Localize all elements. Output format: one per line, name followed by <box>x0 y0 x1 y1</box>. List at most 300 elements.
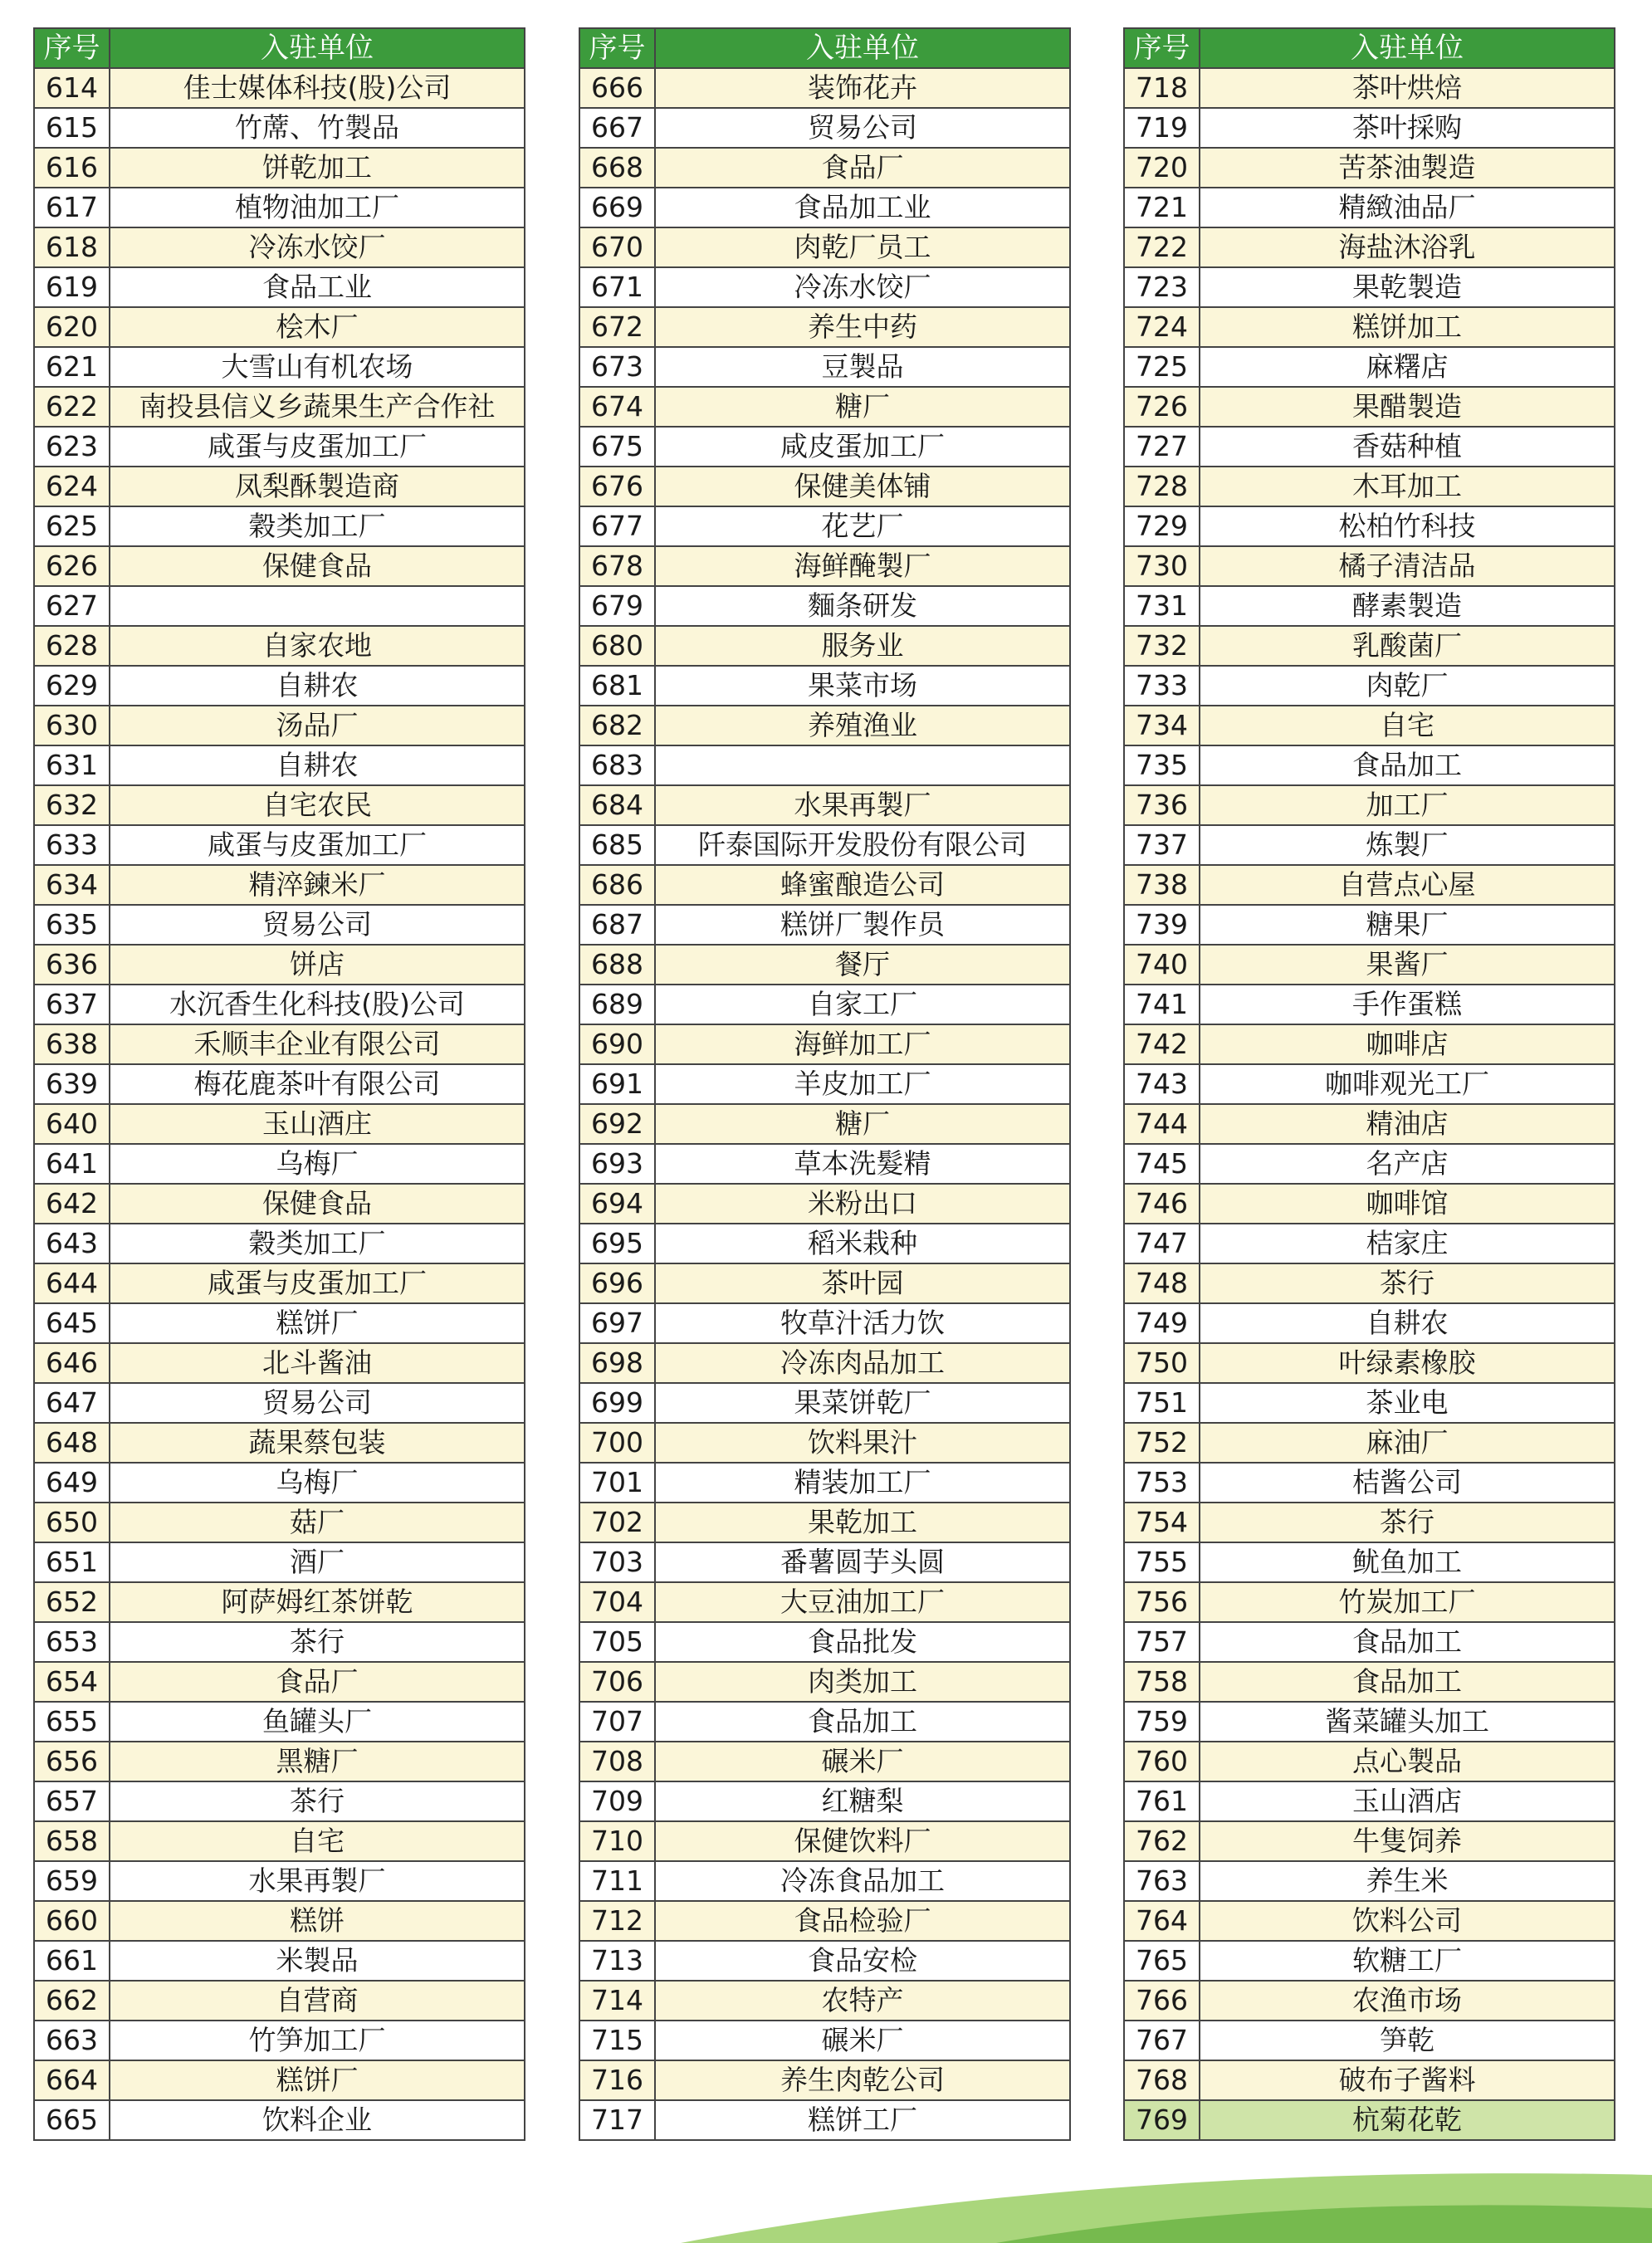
row-unit-name: 碾米厂 <box>655 2021 1070 2060</box>
row-unit-name: 冷冻水饺厂 <box>655 267 1070 307</box>
row-unit-name: 加工厂 <box>1200 785 1615 825</box>
table-row <box>579 1423 1070 1463</box>
row-unit-name: 佳士媒体科技(股)公司 <box>110 68 525 108</box>
row-unit-name: 笋乾 <box>1200 2021 1615 2060</box>
row-index: 647 <box>34 1383 110 1423</box>
row-unit-name: 南投县信义乡蔬果生产合作社 <box>110 387 525 427</box>
table-row <box>1124 1981 1615 2021</box>
unit-table-3 <box>1123 27 1615 2141</box>
table-row <box>34 1821 525 1861</box>
row-index: 739 <box>1124 905 1200 945</box>
table-row <box>1124 1383 1615 1423</box>
row-index: 639 <box>34 1064 110 1104</box>
row-unit-name: 精緻油品厂 <box>1200 188 1615 227</box>
row-index: 707 <box>579 1702 655 1742</box>
row-index: 623 <box>34 427 110 467</box>
row-index: 729 <box>1124 506 1200 546</box>
row-index: 666 <box>579 68 655 108</box>
table-row <box>1124 1781 1615 1821</box>
row-index: 723 <box>1124 267 1200 307</box>
table-row <box>34 1104 525 1144</box>
row-unit-name: 竹蓆、竹製品 <box>110 108 525 148</box>
row-unit-name: 酒厂 <box>110 1542 525 1582</box>
table-row <box>579 227 1070 267</box>
table-row <box>34 1383 525 1423</box>
row-index: 728 <box>1124 467 1200 506</box>
table-row <box>1124 1184 1615 1224</box>
table-row <box>579 108 1070 148</box>
row-index: 699 <box>579 1383 655 1423</box>
table-row <box>34 506 525 546</box>
table-row <box>1124 2021 1615 2060</box>
row-index: 658 <box>34 1821 110 1861</box>
row-index: 719 <box>1124 108 1200 148</box>
row-index: 641 <box>34 1144 110 1184</box>
row-index: 754 <box>1124 1503 1200 1542</box>
row-index: 635 <box>34 905 110 945</box>
table-row <box>34 905 525 945</box>
row-index: 645 <box>34 1303 110 1343</box>
row-index: 731 <box>1124 586 1200 626</box>
row-index: 694 <box>579 1184 655 1224</box>
table-row <box>34 2060 525 2100</box>
row-index: 638 <box>34 1024 110 1064</box>
row-unit-name: 食品加工 <box>655 1702 1070 1742</box>
row-unit-name: 番薯圆芋头圆 <box>655 1542 1070 1582</box>
row-index: 698 <box>579 1343 655 1383</box>
table-row <box>1124 706 1615 745</box>
row-index: 662 <box>34 1981 110 2021</box>
row-unit-name: 桔酱公司 <box>1200 1463 1615 1503</box>
row-index: 733 <box>1124 666 1200 706</box>
row-index: 755 <box>1124 1542 1200 1582</box>
row-unit-name: 凤梨酥製造商 <box>110 467 525 506</box>
row-unit-name: 黑糖厂 <box>110 1742 525 1781</box>
row-index: 768 <box>1124 2060 1200 2100</box>
row-unit-name: 茶叶烘焙 <box>1200 68 1615 108</box>
row-index: 684 <box>579 785 655 825</box>
table-row <box>579 1104 1070 1144</box>
row-index: 683 <box>579 745 655 785</box>
table-row <box>1124 1024 1615 1064</box>
row-index: 676 <box>579 467 655 506</box>
row-index: 742 <box>1124 1024 1200 1064</box>
table-row <box>1124 506 1615 546</box>
row-index: 744 <box>1124 1104 1200 1144</box>
table-row <box>1124 1861 1615 1901</box>
row-index: 654 <box>34 1662 110 1702</box>
table-row <box>1124 148 1615 188</box>
table-row <box>34 1343 525 1383</box>
row-index: 765 <box>1124 1941 1200 1981</box>
row-index: 736 <box>1124 785 1200 825</box>
table-row <box>34 1742 525 1781</box>
table-row <box>34 227 525 267</box>
table-row <box>579 865 1070 905</box>
row-index: 659 <box>34 1861 110 1901</box>
table-row <box>34 148 525 188</box>
table-row <box>1124 1423 1615 1463</box>
row-unit-name: 米製品 <box>110 1941 525 1981</box>
table-row <box>34 1144 525 1184</box>
table-row <box>1124 227 1615 267</box>
row-unit-name: 麻油厂 <box>1200 1423 1615 1463</box>
table-body <box>579 68 1070 2140</box>
table-row <box>1124 745 1615 785</box>
row-index: 624 <box>34 467 110 506</box>
table-row <box>1124 1901 1615 1941</box>
row-index: 625 <box>34 506 110 546</box>
table-row <box>1124 307 1615 347</box>
row-unit-name: 食品批发 <box>655 1622 1070 1662</box>
table-row <box>34 706 525 745</box>
row-index: 636 <box>34 945 110 985</box>
row-unit-name: 茶行 <box>1200 1503 1615 1542</box>
row-unit-name: 饮料公司 <box>1200 1901 1615 1941</box>
table-row <box>34 68 525 108</box>
row-unit-name: 豆製品 <box>655 347 1070 387</box>
table-row <box>34 825 525 865</box>
row-unit-name: 糖果厂 <box>1200 905 1615 945</box>
row-index: 650 <box>34 1503 110 1542</box>
row-unit-name: 农渔市场 <box>1200 1981 1615 2021</box>
unit-table-1 <box>33 27 525 2141</box>
row-index: 727 <box>1124 427 1200 467</box>
table-row <box>579 945 1070 985</box>
table-row <box>34 1702 525 1742</box>
row-unit-name: 米粉出口 <box>655 1184 1070 1224</box>
table-row <box>579 387 1070 427</box>
table-row <box>34 387 525 427</box>
row-unit-name: 糕饼加工 <box>1200 307 1615 347</box>
row-unit-name: 蜂蜜酿造公司 <box>655 865 1070 905</box>
row-index: 766 <box>1124 1981 1200 2021</box>
table-row <box>34 2021 525 2060</box>
row-unit-name: 木耳加工 <box>1200 467 1615 506</box>
row-unit-name: 茶行 <box>1200 1263 1615 1303</box>
row-unit-name <box>655 745 1070 785</box>
row-unit-name: 名产店 <box>1200 1144 1615 1184</box>
row-unit-name: 精油店 <box>1200 1104 1615 1144</box>
row-unit-name: 食品加工 <box>1200 1622 1615 1662</box>
row-unit-name: 糖厂 <box>655 387 1070 427</box>
row-index: 737 <box>1124 825 1200 865</box>
row-index: 752 <box>1124 1423 1200 1463</box>
row-unit-name: 草本洗髮精 <box>655 1144 1070 1184</box>
table-row <box>1124 2100 1615 2140</box>
table-row <box>34 1582 525 1622</box>
table-row <box>34 666 525 706</box>
row-index: 621 <box>34 347 110 387</box>
row-index: 632 <box>34 785 110 825</box>
row-unit-name: 鱼罐头厂 <box>110 1702 525 1742</box>
table-row <box>34 2100 525 2140</box>
row-index: 686 <box>579 865 655 905</box>
row-index: 656 <box>34 1742 110 1781</box>
table-row <box>1124 945 1615 985</box>
row-unit-name: 饼店 <box>110 945 525 985</box>
row-index: 671 <box>579 267 655 307</box>
row-index: 702 <box>579 1503 655 1542</box>
table-row <box>34 1503 525 1542</box>
row-unit-name: 麻糬店 <box>1200 347 1615 387</box>
row-index: 756 <box>1124 1582 1200 1622</box>
table-row <box>579 745 1070 785</box>
row-unit-name: 咸蛋与皮蛋加工厂 <box>110 1263 525 1303</box>
table-row <box>34 546 525 586</box>
table-row <box>34 1861 525 1901</box>
table-row <box>579 626 1070 666</box>
row-unit-name: 茶叶採购 <box>1200 108 1615 148</box>
column-header-name: 入驻单位 <box>1200 28 1615 68</box>
row-index: 626 <box>34 546 110 586</box>
row-unit-name: 菇厂 <box>110 1503 525 1542</box>
row-index: 688 <box>579 945 655 985</box>
row-unit-name: 北斗酱油 <box>110 1343 525 1383</box>
row-index: 690 <box>579 1024 655 1064</box>
row-index: 678 <box>579 546 655 586</box>
table-row <box>579 506 1070 546</box>
row-unit-name: 食品加工业 <box>655 188 1070 227</box>
row-unit-name: 阿萨姆红茶饼乾 <box>110 1582 525 1622</box>
row-unit-name: 软糖工厂 <box>1200 1941 1615 1981</box>
row-unit-name: 咖啡馆 <box>1200 1184 1615 1224</box>
row-unit-name: 自家农地 <box>110 626 525 666</box>
table-row <box>1124 1742 1615 1781</box>
row-index: 757 <box>1124 1622 1200 1662</box>
row-index: 640 <box>34 1104 110 1144</box>
table-row <box>34 785 525 825</box>
row-unit-name: 养生米 <box>1200 1861 1615 1901</box>
row-unit-name: 茶行 <box>110 1622 525 1662</box>
row-index: 713 <box>579 1941 655 1981</box>
row-unit-name: 咖啡店 <box>1200 1024 1615 1064</box>
table-body <box>1124 68 1615 2140</box>
table-row <box>1124 467 1615 506</box>
row-index: 685 <box>579 825 655 865</box>
row-index: 708 <box>579 1742 655 1781</box>
table-row <box>579 1383 1070 1423</box>
row-unit-name: 大豆油加工厂 <box>655 1582 1070 1622</box>
table-row <box>1124 1821 1615 1861</box>
table-row <box>34 985 525 1024</box>
table-row <box>1124 666 1615 706</box>
row-index: 760 <box>1124 1742 1200 1781</box>
row-unit-name: 牧草汁活力饮 <box>655 1303 1070 1343</box>
table-row <box>34 1542 525 1582</box>
table-row <box>34 188 525 227</box>
row-index: 743 <box>1124 1064 1200 1104</box>
table-row <box>579 985 1070 1024</box>
row-index: 651 <box>34 1542 110 1582</box>
row-index: 664 <box>34 2060 110 2100</box>
row-unit-name: 乌梅厂 <box>110 1463 525 1503</box>
row-unit-name: 海鲜醃製厂 <box>655 546 1070 586</box>
row-unit-name: 松柏竹科技 <box>1200 506 1615 546</box>
row-unit-name: 肉乾厂 <box>1200 666 1615 706</box>
row-unit-name: 饮料果汁 <box>655 1423 1070 1463</box>
table-row <box>579 1622 1070 1662</box>
row-unit-name: 贸易公司 <box>110 905 525 945</box>
row-unit-name: 自宅农民 <box>110 785 525 825</box>
row-unit-name: 糕饼厂 <box>110 1303 525 1343</box>
table-row <box>579 347 1070 387</box>
row-index: 630 <box>34 706 110 745</box>
table-row <box>579 1821 1070 1861</box>
row-unit-name: 果醋製造 <box>1200 387 1615 427</box>
row-index: 633 <box>34 825 110 865</box>
row-unit-name <box>110 586 525 626</box>
row-unit-name: 水果再製厂 <box>655 785 1070 825</box>
table-row <box>34 586 525 626</box>
row-index: 691 <box>579 1064 655 1104</box>
row-index: 648 <box>34 1423 110 1463</box>
table-row <box>1124 785 1615 825</box>
table-row <box>1124 1622 1615 1662</box>
row-index: 687 <box>579 905 655 945</box>
table-row <box>1124 865 1615 905</box>
row-unit-name: 果菜市场 <box>655 666 1070 706</box>
row-unit-name: 精装加工厂 <box>655 1463 1070 1503</box>
row-index: 689 <box>579 985 655 1024</box>
row-unit-name: 竹炭加工厂 <box>1200 1582 1615 1622</box>
row-unit-name: 手作蛋糕 <box>1200 985 1615 1024</box>
row-index: 672 <box>579 307 655 347</box>
row-unit-name: 自耕农 <box>110 666 525 706</box>
row-index: 679 <box>579 586 655 626</box>
table-row <box>579 1941 1070 1981</box>
row-index: 673 <box>579 347 655 387</box>
table-row <box>34 1423 525 1463</box>
row-index: 759 <box>1124 1702 1200 1742</box>
row-unit-name: 食品工业 <box>110 267 525 307</box>
row-unit-name: 糕饼 <box>110 1901 525 1941</box>
row-index: 720 <box>1124 148 1200 188</box>
row-index: 652 <box>34 1582 110 1622</box>
row-unit-name: 食品厂 <box>655 148 1070 188</box>
table-row <box>579 586 1070 626</box>
row-index: 646 <box>34 1343 110 1383</box>
row-index: 704 <box>579 1582 655 1622</box>
row-unit-name: 养生中药 <box>655 307 1070 347</box>
row-unit-name: 竹笋加工厂 <box>110 2021 525 2060</box>
row-unit-name: 食品厂 <box>110 1662 525 1702</box>
table-row <box>1124 1662 1615 1702</box>
row-unit-name: 自营商 <box>110 1981 525 2021</box>
row-unit-name: 保健食品 <box>110 1184 525 1224</box>
table-row <box>34 1024 525 1064</box>
row-index: 649 <box>34 1463 110 1503</box>
row-index: 734 <box>1124 706 1200 745</box>
row-index: 629 <box>34 666 110 706</box>
row-unit-name: 自营点心屋 <box>1200 865 1615 905</box>
table-row <box>579 2021 1070 2060</box>
row-unit-name: 汤品厂 <box>110 706 525 745</box>
table-row <box>1124 108 1615 148</box>
row-unit-name: 牛隻饲养 <box>1200 1821 1615 1861</box>
row-index: 706 <box>579 1662 655 1702</box>
row-unit-name: 餐厅 <box>655 945 1070 985</box>
row-unit-name: 咸皮蛋加工厂 <box>655 427 1070 467</box>
table-row <box>34 467 525 506</box>
row-unit-name: 羊皮加工厂 <box>655 1064 1070 1104</box>
row-unit-name: 咸蛋与皮蛋加工厂 <box>110 825 525 865</box>
row-index: 705 <box>579 1622 655 1662</box>
row-index: 735 <box>1124 745 1200 785</box>
row-index: 661 <box>34 1941 110 1981</box>
row-index: 653 <box>34 1622 110 1662</box>
row-unit-name: 禾顺丰企业有限公司 <box>110 1024 525 1064</box>
table-row <box>579 1144 1070 1184</box>
row-unit-name: 植物油加工厂 <box>110 188 525 227</box>
table-row <box>34 1064 525 1104</box>
row-unit-name: 果酱厂 <box>1200 945 1615 985</box>
table-row <box>1124 387 1615 427</box>
row-index: 660 <box>34 1901 110 1941</box>
row-unit-name: 糕饼厂製作员 <box>655 905 1070 945</box>
row-index: 631 <box>34 745 110 785</box>
table-row <box>579 1981 1070 2021</box>
column-header-name: 入驻单位 <box>655 28 1070 68</box>
table-row <box>579 1542 1070 1582</box>
table-row <box>34 1781 525 1821</box>
row-index: 762 <box>1124 1821 1200 1861</box>
row-unit-name: 果乾加工 <box>655 1503 1070 1542</box>
row-unit-name: 养生肉乾公司 <box>655 2060 1070 2100</box>
row-unit-name: 农特产 <box>655 1981 1070 2021</box>
row-index: 675 <box>579 427 655 467</box>
table-row <box>1124 267 1615 307</box>
row-unit-name: 服务业 <box>655 626 1070 666</box>
row-unit-name: 水果再製厂 <box>110 1861 525 1901</box>
row-index: 614 <box>34 68 110 108</box>
table-row <box>34 745 525 785</box>
row-unit-name: 精淬鍊米厂 <box>110 865 525 905</box>
table-row <box>579 1463 1070 1503</box>
row-index: 758 <box>1124 1662 1200 1702</box>
row-index: 738 <box>1124 865 1200 905</box>
row-unit-name: 咖啡观光工厂 <box>1200 1064 1615 1104</box>
row-index: 763 <box>1124 1861 1200 1901</box>
row-index: 712 <box>579 1901 655 1941</box>
table-row <box>579 706 1070 745</box>
row-unit-name: 自宅 <box>1200 706 1615 745</box>
row-unit-name: 肉乾厂员工 <box>655 227 1070 267</box>
row-unit-name: 贸易公司 <box>110 1383 525 1423</box>
table-row <box>34 1981 525 2021</box>
row-unit-name: 肉类加工 <box>655 1662 1070 1702</box>
row-index: 703 <box>579 1542 655 1582</box>
table-row <box>1124 905 1615 945</box>
row-index: 677 <box>579 506 655 546</box>
row-index: 670 <box>579 227 655 267</box>
table-row <box>579 1742 1070 1781</box>
row-unit-name: 酱菜罐头加工 <box>1200 1702 1615 1742</box>
table-row <box>579 1901 1070 1941</box>
table-row <box>579 1702 1070 1742</box>
row-index: 711 <box>579 1861 655 1901</box>
row-unit-name: 糕饼厂 <box>110 2060 525 2100</box>
row-unit-name: 酵素製造 <box>1200 586 1615 626</box>
row-index: 732 <box>1124 626 1200 666</box>
table-row <box>1124 347 1615 387</box>
row-index: 724 <box>1124 307 1200 347</box>
row-unit-name: 红糖梨 <box>655 1781 1070 1821</box>
table-row <box>579 2100 1070 2140</box>
row-unit-name: 杭菊花乾 <box>1200 2100 1615 2140</box>
table-row <box>579 1503 1070 1542</box>
row-unit-name: 叶绿素橡胶 <box>1200 1343 1615 1383</box>
